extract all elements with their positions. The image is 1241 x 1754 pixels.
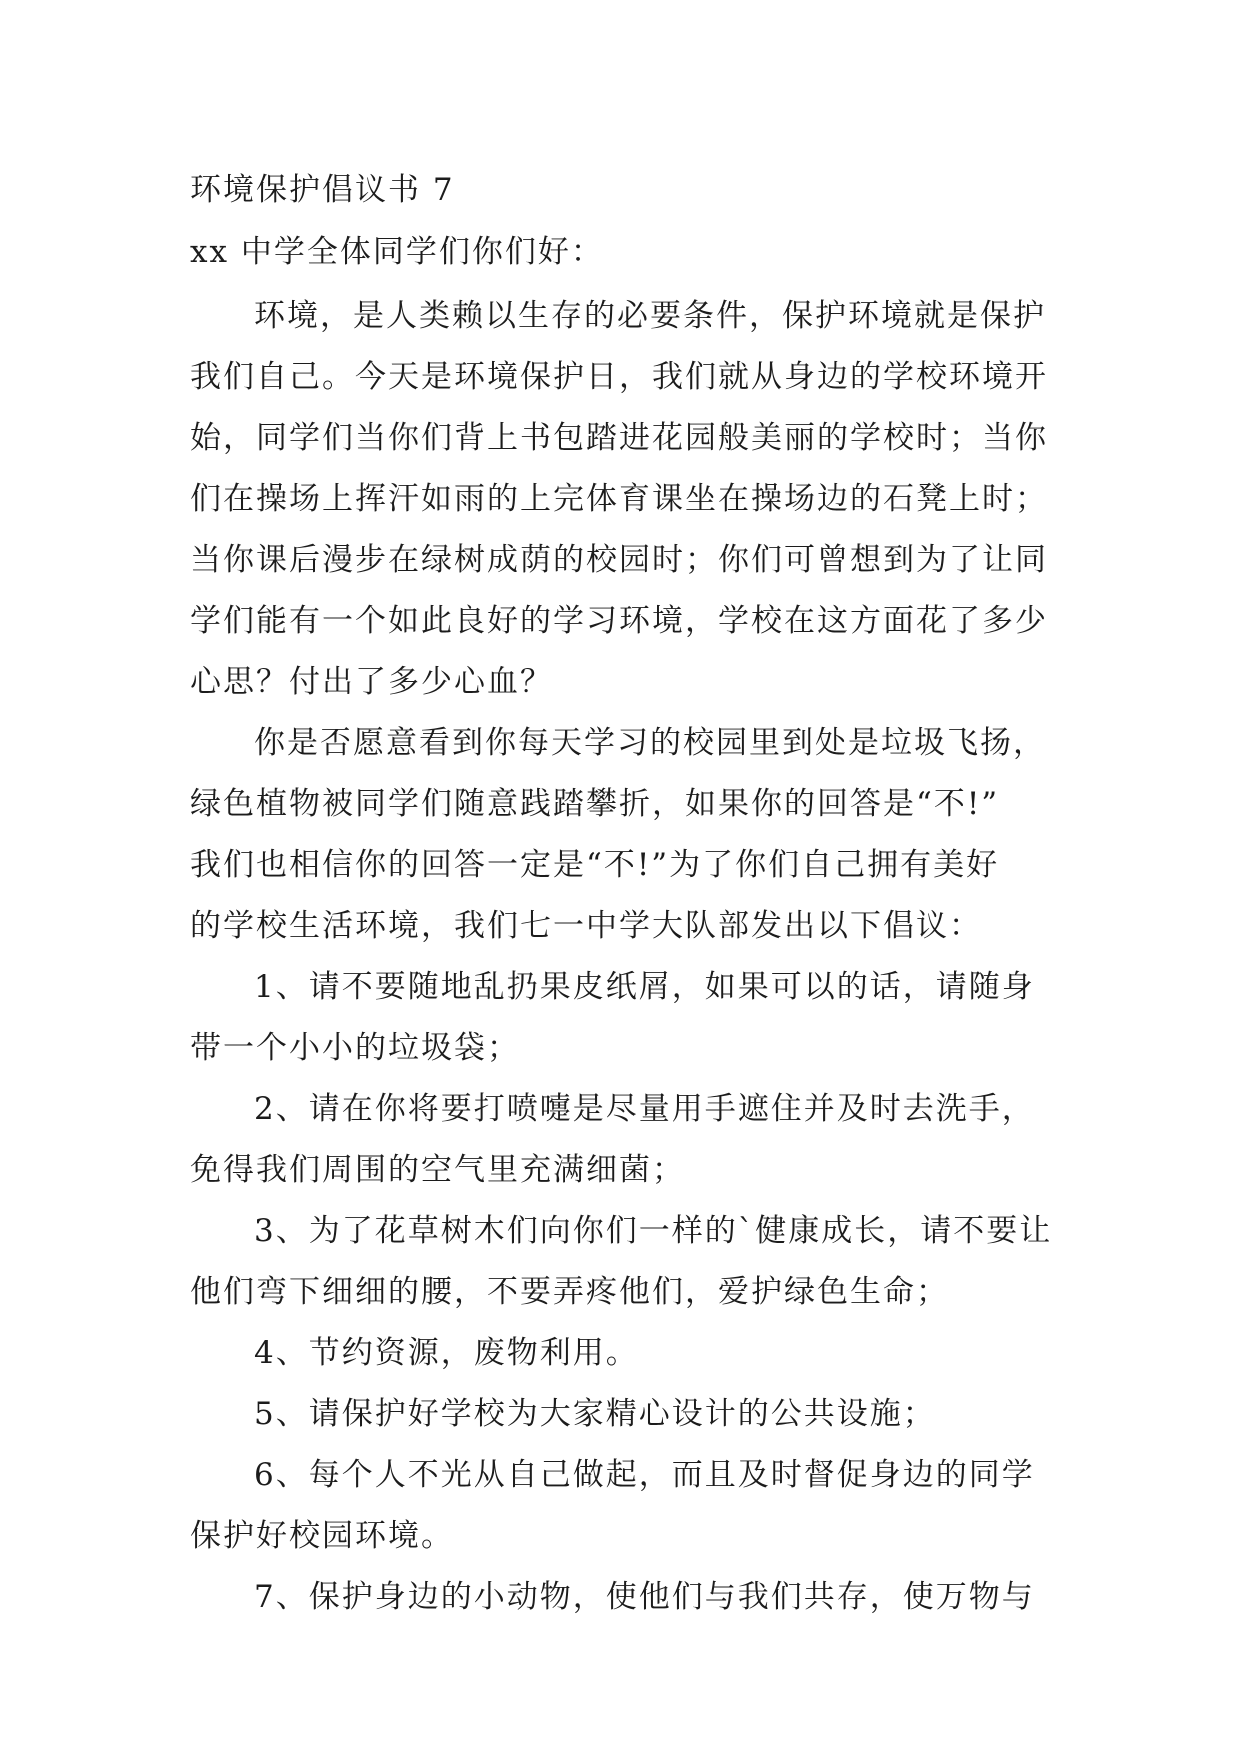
proposal-item-3 xyxy=(190,1201,1060,1323)
paragraph-line: 6、每个人不光从自己做起，而且及时督促身边的同学 xyxy=(254,1457,1035,1493)
paragraph-line: 当你课后漫步在绿树成荫的校园时；你们可曾想到为了让同 xyxy=(190,542,1048,578)
paragraph-line: 我们自己。今天是环境保护日，我们就从身边的学校环境开 xyxy=(190,359,1048,395)
paragraph-line: 3、为了花草树木们向你们一样的`健康成长，请不要让 xyxy=(254,1213,1053,1249)
proposal-item-4 xyxy=(190,1323,1060,1384)
paragraph-line: 我们也相信你的回答一定是“不!”为了你们自己拥有美好 xyxy=(190,847,1000,883)
proposal-item-6 xyxy=(190,1445,1060,1567)
paragraph-line: 2、请在你将要打喷嚏是尽量用手遮住并及时去洗手， xyxy=(254,1091,1035,1127)
document-body xyxy=(190,160,1060,1628)
paragraph-intro xyxy=(190,286,1060,713)
proposal-item-1 xyxy=(190,957,1060,1079)
paragraph-line: 4、节约资源，废物利用。 xyxy=(254,1335,639,1371)
paragraph-line: 7、保护身边的小动物，使他们与我们共存，使万物与 xyxy=(254,1579,1035,1615)
paragraph-line: 你是否愿意看到你每天学习的校园里到处是垃圾飞扬， xyxy=(254,725,1046,761)
paragraph-line: 们在操场上挥汗如雨的上完体育课坐在操场边的石凳上时； xyxy=(190,481,1048,517)
proposal-item-5 xyxy=(190,1384,1060,1445)
paragraph-line: 环境，是人类赖以生存的必要条件，保护环境就是保护 xyxy=(254,298,1046,334)
paragraph-line: 免得我们周围的空气里充满细菌； xyxy=(190,1152,685,1188)
document-title: 环境保护倡议书 7 xyxy=(190,172,455,208)
proposal-item-7 xyxy=(190,1567,1060,1628)
greeting-line: xx 中学全体同学们你们好： xyxy=(190,234,604,270)
paragraph-line: 带一个小小的垃圾袋； xyxy=(190,1030,520,1066)
paragraph-line: 绿色植物被同学们随意践踏攀折，如果你的回答是“不!” xyxy=(190,786,1000,822)
paragraph-line: 他们弯下细细的腰，不要弄疼他们，爱护绿色生命； xyxy=(190,1274,949,1310)
proposal-item-2 xyxy=(190,1079,1060,1201)
paragraph-line: 1、请不要随地乱扔果皮纸屑，如果可以的话，请随身 xyxy=(254,969,1035,1005)
paragraph-line: 保护好校园环境。 xyxy=(190,1518,454,1554)
paragraph-question xyxy=(190,713,1060,957)
paragraph-line: 始，同学们当你们背上书包踏进花园般美丽的学校时；当你 xyxy=(190,420,1048,456)
paragraph-line: 心思？付出了多少心血？ xyxy=(190,664,553,700)
paragraph-line: 5、请保护好学校为大家精心设计的公共设施； xyxy=(254,1396,936,1432)
paragraph-line: 的学校生活环境，我们七一中学大队部发出以下倡议： xyxy=(190,908,982,944)
paragraph-line: 学们能有一个如此良好的学习环境，学校在这方面花了多少 xyxy=(190,603,1048,639)
